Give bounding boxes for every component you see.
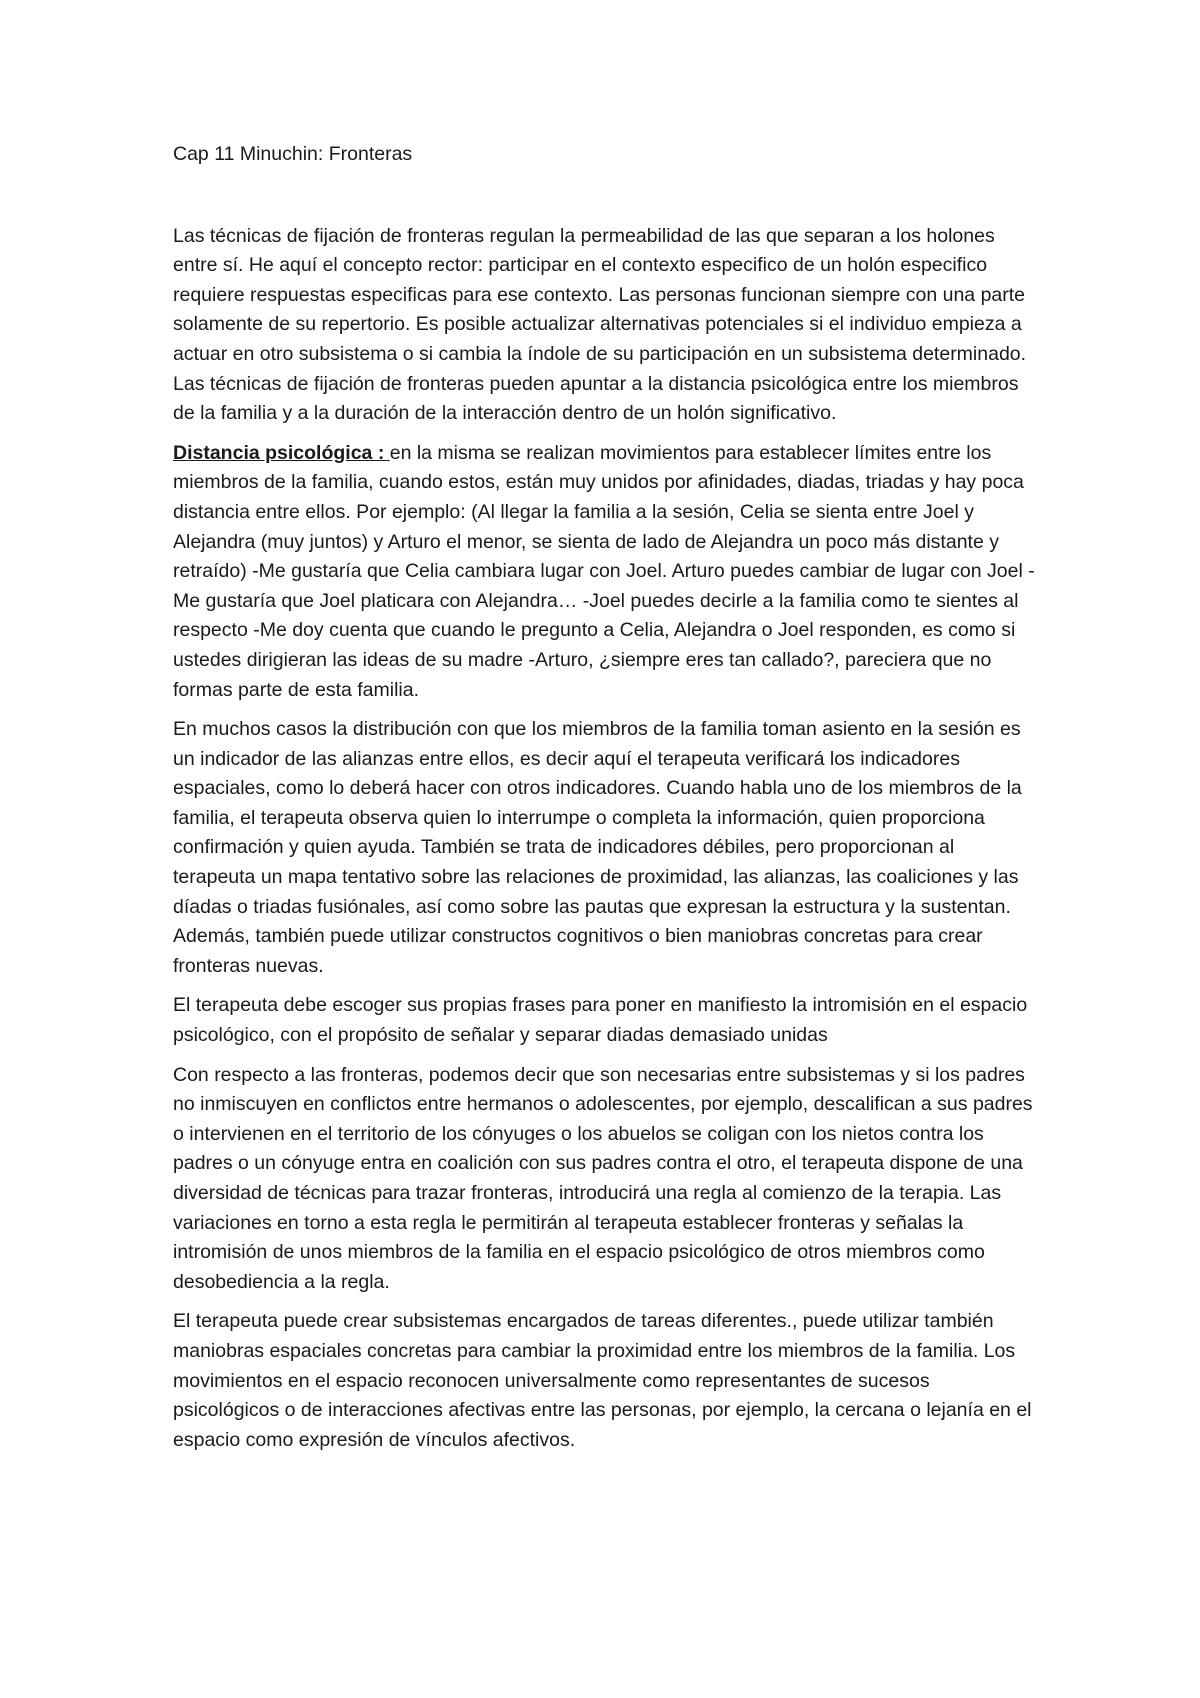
document-title: Cap 11 Minuchin: Fronteras	[173, 143, 413, 165]
document-body	[173, 140, 1039, 1465]
paragraph-intro	[173, 222, 1039, 429]
paragraph-text: El terapeuta debe escoger sus propias frases para poner en manifiesto la intromisión en el espacio psicológico, con el propósito de señalar y separar diadas demasiado unidas	[173, 994, 1028, 1047]
paragraph-text: Con respecto a las fronteras, podemos decir que son necesarias entre subsistemas y si los padres no inmiscuyen en conflictos entre hermanos o adolescentes, por ejemplo, descalifican a sus padres o intervienen en el territorio de los cónyuges o los abuelos se coligan con los nietos contra los padres o un cónyuge entra en coalición con sus padres contra el otro, el terapeuta dispone de una diversidad de técnicas para trazar fronteras, introducirá una regla al comienzo de la terapia. Las variaciones en torno a esta regla le permitirán al terapeuta establecer fronteras y señalas la intromisión de unos miembros de la familia en el espacio psicológico de otros miembros como desobediencia a la regla.	[173, 1063, 1033, 1293]
paragraph-text: En muchos casos la distribución con que los miembros de la familia toman asiento en la sesión es un indicador de las alianzas entre ellos, es decir aquí el terapeuta verificará los indicadores espaciales, como lo deberá hacer con otros indicadores. Cuando habla uno de los miembros de la familia, el terapeuta observa quien lo interrumpe o completa la información, quien proporciona confirmación y quien ayuda. También se trata de indicadores débiles, pero proporcionan al terapeuta un mapa tentativo sobre las relaciones de proximidad, las alianzas, las coaliciones y las díadas o triadas fusiónales, así como sobre las pautas que expresan la estructura y la sustentan. Además, también puede utilizar constructos cognitivos o bien maniobras concretas para crear fronteras nuevas.	[173, 718, 1022, 977]
section-heading-distancia-psicologica: Distancia psicológica :	[173, 441, 390, 464]
paragraph-frases-terapeuta	[173, 991, 1039, 1050]
paragraph-subsistemas-tareas	[173, 1307, 1039, 1455]
paragraph-distribucion	[173, 715, 1039, 981]
paragraph-text: en la misma se realizan movimientos para establecer límites entre los miembros de la familia, cuando estos, están muy unidos por afinidades, diadas, triadas y hay poca distancia entre ellos. Por ejemplo: (Al llegar la familia a la sesión, Celia se sienta entre Joel y Alejandra (muy juntos) y Arturo el menor, se sienta de lado de Alejandra un poco más distante y retraído) -Me gustaría que Celia cambiara lugar con Joel. Arturo puedes cambiar de lugar con Joel -Me gustaría que Joel platicara con Alejandra… -Joel puedes decirle a la familia como te sientes al respecto -Me doy cuenta que cuando le pregunto a Celia, Alejandra o Joel responden, es como si ustedes dirigieran las ideas de su madre -Arturo, ¿siempre eres tan callado?, pareciera que no formas parte de esta familia.	[173, 441, 1035, 701]
paragraph-text: Las técnicas de fijación de fronteras regulan la permeabilidad de las que separan a los holones entre sí. He aquí el concepto rector: participar en el contexto especifico de un holón especifico requiere respuestas especificas para ese contexto. Las personas funcionan siempre con una parte solamente de su repertorio. Es posible actualizar alternativas potenciales si el individuo empieza a actuar en otro subsistema o si cambia la índole de su participación en un subsistema determinado. Las técnicas de fijación de fronteras pueden apuntar a la distancia psicológica entre los miembros de la familia y a la duración de la interacción dentro de un holón significativo.	[173, 224, 1027, 425]
paragraph-text: El terapeuta puede crear subsistemas encargados de tareas diferentes., puede utilizar también maniobras espaciales concretas para cambiar la proximidad entre los miembros de la familia. Los movimientos en el espacio reconocen universalmente como representantes de sucesos psicológicos o de interacciones afectivas entre las personas, por ejemplo, la cercana o lejanía en el espacio como expresión de vínculos afectivos.	[173, 1310, 1032, 1451]
paragraph-fronteras-subsistemas	[173, 1061, 1039, 1298]
paragraph-distancia-psicologica	[173, 439, 1039, 705]
